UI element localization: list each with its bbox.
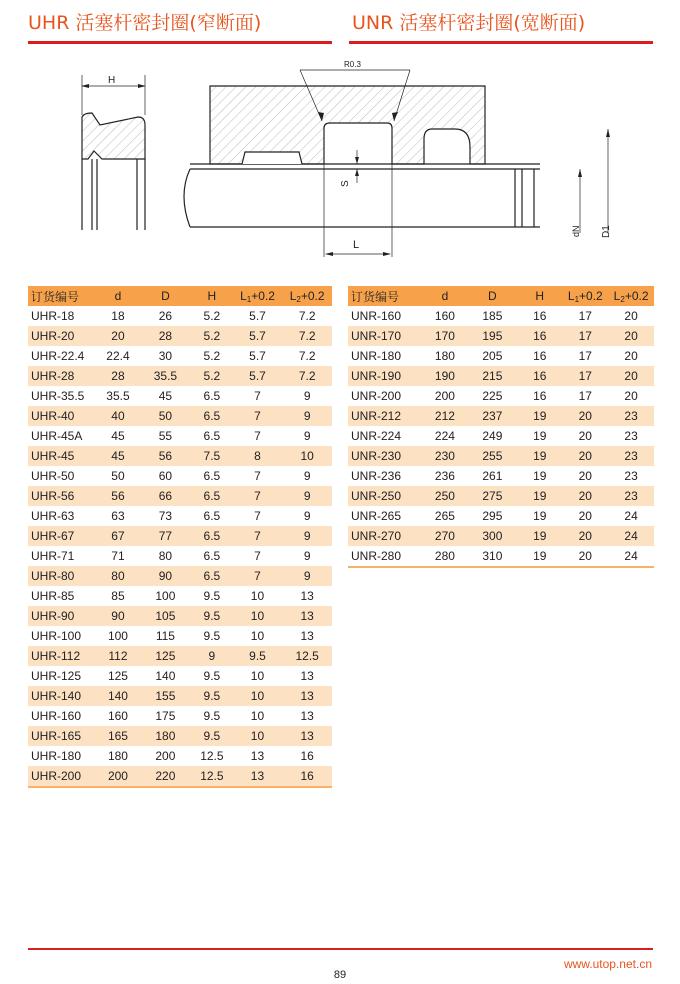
- value-cell: 56: [140, 446, 191, 466]
- value-cell: 230: [422, 446, 467, 466]
- value-cell: 7: [254, 429, 261, 443]
- value-cell: 200: [434, 389, 455, 403]
- value-cell: 310: [468, 546, 517, 567]
- value-cell: 13: [300, 589, 314, 603]
- value-cell: 16: [282, 766, 332, 787]
- value-cell: 45: [96, 446, 140, 466]
- table-row: [348, 346, 654, 366]
- order-code-cell: UHR-125: [31, 669, 82, 683]
- value-cell: 10: [250, 709, 265, 723]
- value-cell: 23: [608, 446, 654, 466]
- table-row: [28, 486, 332, 506]
- table-header-row: [348, 286, 654, 306]
- value-cell: 10: [233, 686, 283, 706]
- col-header-h: H: [517, 286, 562, 306]
- table-row: [28, 746, 332, 766]
- table-row: [28, 526, 332, 546]
- value-cell: 7: [233, 526, 283, 546]
- value-cell: 125: [107, 669, 128, 683]
- table-row: [348, 466, 654, 486]
- value-cell: 6.5: [203, 429, 221, 443]
- value-cell: 7.2: [298, 349, 316, 363]
- value-cell: 20: [96, 326, 140, 346]
- value-cell: 205: [482, 349, 503, 363]
- value-cell: 237: [468, 406, 517, 426]
- col-header-d: d: [96, 286, 140, 306]
- value-cell: 45: [111, 429, 125, 443]
- value-cell: 5.7: [233, 326, 283, 346]
- value-cell: 19: [517, 486, 562, 506]
- value-cell: 23: [608, 406, 654, 426]
- order-code-cell: UHR-63: [31, 509, 75, 523]
- value-cell: 28: [96, 366, 140, 386]
- value-cell: 9: [282, 566, 332, 586]
- value-cell: 19: [517, 546, 562, 567]
- value-cell: 28: [140, 326, 191, 346]
- table-row: [28, 546, 332, 566]
- value-cell: 9.5: [203, 709, 221, 723]
- value-cell: 5.2: [203, 309, 221, 323]
- value-cell: 9: [303, 389, 311, 403]
- value-cell: 13: [282, 606, 332, 626]
- value-cell: 20: [624, 389, 638, 403]
- order-code-cell: UNR-265: [351, 509, 402, 523]
- table-row: [28, 506, 332, 526]
- order-code-cell: UNR-270: [348, 526, 422, 546]
- value-cell: 17: [578, 349, 592, 363]
- value-cell: 22.4: [106, 349, 130, 363]
- table-row: [348, 426, 654, 446]
- order-code-cell: UHR-200: [28, 766, 96, 787]
- value-cell: 40: [96, 406, 140, 426]
- value-cell: 10: [233, 726, 283, 746]
- value-cell: 261: [482, 469, 503, 483]
- value-cell: 9.5: [203, 589, 221, 603]
- dim-label-d1: D1: [601, 225, 612, 238]
- value-cell: 10: [250, 589, 265, 603]
- value-cell: 9.5: [203, 669, 221, 683]
- col-header-l2: $L_2+0.2$: [608, 286, 654, 306]
- value-cell: 8: [233, 446, 283, 466]
- value-cell: 90: [96, 606, 140, 626]
- value-cell: 6.5: [203, 389, 221, 403]
- table-row: [28, 766, 332, 787]
- order-code-cell: UHR-28: [28, 366, 96, 386]
- value-cell: 23: [624, 469, 638, 483]
- value-cell: 215: [468, 366, 517, 386]
- value-cell: 7: [233, 566, 283, 586]
- value-cell: 180: [140, 726, 191, 746]
- value-cell: 225: [482, 389, 503, 403]
- order-code-cell: UHR-56: [28, 486, 96, 506]
- value-cell: 7: [254, 469, 261, 483]
- value-cell: 19: [517, 446, 562, 466]
- table-row: [348, 366, 654, 386]
- order-code-cell: UHR-180: [31, 749, 82, 763]
- value-cell: 9: [303, 549, 311, 563]
- uhr-section-title: UHR 活塞杆密封圈(窄断面): [28, 12, 262, 34]
- order-code-cell: UNR-200: [351, 389, 402, 403]
- value-cell: 80: [96, 566, 140, 586]
- value-cell: 20: [562, 486, 608, 506]
- value-cell: 280: [422, 546, 467, 567]
- value-cell: 24: [608, 526, 654, 546]
- value-cell: 175: [155, 709, 176, 723]
- value-cell: 200: [96, 766, 140, 787]
- order-code-cell: UNR-230: [348, 446, 422, 466]
- order-code-cell: UNR-170: [348, 326, 422, 346]
- table-header-row: [28, 286, 332, 306]
- dim-label-h: H: [108, 75, 116, 86]
- table-row: [28, 306, 332, 326]
- value-cell: 6.5: [203, 549, 221, 563]
- unr-table-body: [348, 306, 654, 567]
- order-code-cell: UNR-224: [351, 429, 402, 443]
- value-cell: 13: [282, 726, 332, 746]
- order-code-cell: UHR-140: [28, 686, 96, 706]
- value-cell: 270: [422, 526, 467, 546]
- order-code-cell: UHR-160: [31, 709, 82, 723]
- value-cell: 9.5: [203, 629, 221, 643]
- value-cell: 10: [250, 629, 265, 643]
- value-cell: 66: [140, 486, 191, 506]
- value-cell: 10: [282, 446, 332, 466]
- value-cell: 35.5: [140, 366, 191, 386]
- value-cell: 5.7: [249, 349, 266, 363]
- value-cell: 10: [250, 669, 265, 683]
- housing-and-rod: [184, 70, 610, 257]
- value-cell: 67: [96, 526, 140, 546]
- value-cell: 13: [300, 709, 314, 723]
- value-cell: 85: [111, 589, 125, 603]
- value-cell: 255: [468, 446, 517, 466]
- order-code-cell: UHR-45A: [31, 429, 83, 443]
- value-cell: 250: [422, 486, 467, 506]
- order-code-cell: UHR-20: [28, 326, 96, 346]
- col-header-code: 订货编号: [348, 286, 422, 306]
- value-cell: 24: [608, 546, 654, 567]
- value-cell: 100: [155, 589, 176, 603]
- dim-label-s: S: [340, 180, 351, 187]
- table-row: [28, 466, 332, 486]
- value-cell: 180: [107, 749, 128, 763]
- value-cell: 9.5: [191, 726, 233, 746]
- value-cell: 90: [140, 566, 191, 586]
- value-cell: 5.2: [191, 366, 233, 386]
- value-cell: 9.5: [191, 686, 233, 706]
- value-cell: 26: [158, 309, 173, 323]
- col-header-h: H: [191, 286, 233, 306]
- value-cell: 20: [608, 326, 654, 346]
- value-cell: 7.5: [191, 446, 233, 466]
- value-cell: 20: [578, 509, 592, 523]
- value-cell: 30: [158, 349, 173, 363]
- table-row: [28, 406, 332, 426]
- value-cell: 7: [254, 509, 261, 523]
- value-cell: 265: [434, 509, 455, 523]
- value-cell: 20: [578, 429, 592, 443]
- value-cell: 17: [578, 389, 592, 403]
- value-cell: 13: [250, 749, 265, 763]
- dim-label-dn: dN: [571, 225, 581, 237]
- order-code-cell: UHR-90: [28, 606, 96, 626]
- value-cell: 300: [468, 526, 517, 546]
- value-cell: 220: [140, 766, 191, 787]
- col-header-l1: $L_1+0.2$: [233, 286, 283, 306]
- value-cell: 212: [422, 406, 467, 426]
- value-cell: 7: [233, 406, 283, 426]
- table-row: [348, 326, 654, 346]
- value-cell: 18: [111, 309, 125, 323]
- order-code-cell: UNR-180: [351, 349, 402, 363]
- value-cell: 9.5: [233, 646, 283, 666]
- value-cell: 19: [533, 469, 547, 483]
- value-cell: 6.5: [191, 566, 233, 586]
- order-code-cell: UHR-80: [28, 566, 96, 586]
- value-cell: 73: [158, 509, 173, 523]
- order-code-cell: UHR-100: [31, 629, 82, 643]
- order-code-cell: UHR-40: [28, 406, 96, 426]
- value-cell: 23: [624, 429, 638, 443]
- table-row: [348, 486, 654, 506]
- table-row: [28, 626, 332, 646]
- value-cell: 7: [233, 486, 283, 506]
- uhr-spec-table: [28, 286, 332, 788]
- table-row: [348, 546, 654, 567]
- value-cell: 5.2: [203, 349, 221, 363]
- value-cell: 9: [191, 646, 233, 666]
- order-code-cell: UHR-35.5: [31, 389, 85, 403]
- value-cell: 180: [434, 349, 455, 363]
- dim-label-l: L: [353, 239, 360, 251]
- value-cell: 24: [624, 509, 638, 523]
- table-row: [28, 646, 332, 666]
- order-code-cell: UHR-71: [31, 549, 75, 563]
- value-cell: 16: [533, 309, 547, 323]
- value-cell: 6.5: [191, 406, 233, 426]
- uhr-table-body: [28, 306, 332, 787]
- value-cell: 6.5: [191, 526, 233, 546]
- value-cell: 7: [254, 549, 261, 563]
- value-cell: 236: [434, 469, 455, 483]
- value-cell: 17: [562, 366, 608, 386]
- value-cell: 155: [140, 686, 191, 706]
- value-cell: 9: [303, 509, 311, 523]
- table-row: [28, 426, 332, 446]
- value-cell: 12.5: [200, 749, 224, 763]
- value-cell: 195: [468, 326, 517, 346]
- value-cell: 7.2: [282, 366, 332, 386]
- table-row: [28, 666, 332, 686]
- value-cell: 20: [562, 446, 608, 466]
- value-cell: 7.2: [282, 326, 332, 346]
- value-cell: 19: [533, 509, 547, 523]
- table-row: [28, 606, 332, 626]
- value-cell: 13: [300, 669, 314, 683]
- table-row: [28, 726, 332, 746]
- order-code-cell: UHR-45: [28, 446, 96, 466]
- value-cell: 50: [140, 406, 191, 426]
- value-cell: 5.2: [191, 326, 233, 346]
- value-cell: 7.2: [298, 309, 316, 323]
- col-header-outer-d: D: [140, 286, 191, 306]
- table-row: [28, 366, 332, 386]
- value-cell: 56: [96, 486, 140, 506]
- value-cell: 5.7: [249, 309, 266, 323]
- value-cell: 63: [111, 509, 125, 523]
- order-code-cell: UNR-190: [348, 366, 422, 386]
- value-cell: 115: [155, 629, 175, 643]
- unr-spec-table: [348, 286, 654, 568]
- table-row: [28, 446, 332, 466]
- order-code-cell: UNR-280: [348, 546, 422, 567]
- value-cell: 13: [233, 766, 283, 787]
- col-header-code: 订货编号: [28, 286, 96, 306]
- order-code-cell: UHR-50: [31, 469, 75, 483]
- title-rule-left: [28, 41, 332, 44]
- value-cell: 16: [517, 366, 562, 386]
- col-header-outer-d: D: [468, 286, 517, 306]
- order-code-cell: UNR-160: [351, 309, 402, 323]
- value-cell: 9: [303, 469, 311, 483]
- value-cell: 16: [533, 349, 547, 363]
- value-cell: 112: [96, 646, 140, 666]
- value-cell: 9: [282, 526, 332, 546]
- value-cell: 249: [482, 429, 503, 443]
- value-cell: 12.5: [282, 646, 332, 666]
- value-cell: 16: [517, 326, 562, 346]
- table-row: [28, 346, 332, 366]
- value-cell: 6.5: [203, 509, 221, 523]
- value-cell: 185: [482, 309, 503, 323]
- order-code-cell: UHR-67: [28, 526, 96, 546]
- table-row: [28, 706, 332, 726]
- value-cell: 19: [533, 429, 547, 443]
- value-cell: 80: [158, 549, 173, 563]
- table-row: [28, 586, 332, 606]
- order-code-cell: UNR-236: [351, 469, 402, 483]
- value-cell: 20: [562, 526, 608, 546]
- value-cell: 16: [533, 389, 547, 403]
- table-row: [348, 386, 654, 406]
- col-header-l1: $L_1+0.2$: [562, 286, 608, 306]
- value-cell: 7: [254, 389, 261, 403]
- value-cell: 165: [96, 726, 140, 746]
- col-header-d: d: [422, 286, 467, 306]
- radius-label: R0.3: [344, 60, 361, 69]
- unr-section-title: UNR 活塞杆密封圈(宽断面): [352, 12, 586, 34]
- value-cell: 19: [517, 406, 562, 426]
- value-cell: 50: [111, 469, 125, 483]
- page-number: 89: [333, 969, 347, 981]
- order-code-cell: UHR-112: [28, 646, 96, 666]
- value-cell: 160: [434, 309, 455, 323]
- value-cell: 17: [562, 326, 608, 346]
- order-code-cell: UHR-165: [28, 726, 96, 746]
- value-cell: 224: [434, 429, 455, 443]
- value-cell: 60: [158, 469, 173, 483]
- seal-profile: [81, 75, 146, 230]
- value-cell: 17: [578, 309, 592, 323]
- value-cell: 100: [107, 629, 128, 643]
- value-cell: 12.5: [191, 766, 233, 787]
- value-cell: 20: [562, 406, 608, 426]
- value-cell: 9: [303, 429, 311, 443]
- table-row: [28, 566, 332, 586]
- value-cell: 20: [624, 309, 638, 323]
- value-cell: 35.5: [106, 389, 130, 403]
- table-row: [348, 446, 654, 466]
- value-cell: 140: [155, 669, 176, 683]
- value-cell: 20: [608, 366, 654, 386]
- order-code-cell: UHR-85: [31, 589, 75, 603]
- value-cell: 5.7: [233, 366, 283, 386]
- value-cell: 77: [140, 526, 191, 546]
- table-row: [348, 406, 654, 426]
- value-cell: 200: [155, 749, 176, 763]
- table-row: [28, 686, 332, 706]
- value-cell: 55: [158, 429, 173, 443]
- table-row: [348, 506, 654, 526]
- table-row: [28, 386, 332, 406]
- order-code-cell: UNR-212: [348, 406, 422, 426]
- footer-rule: [28, 948, 653, 950]
- table-row: [28, 326, 332, 346]
- value-cell: 71: [111, 549, 125, 563]
- value-cell: 105: [140, 606, 191, 626]
- value-cell: 9.5: [191, 606, 233, 626]
- value-cell: 9: [282, 486, 332, 506]
- value-cell: 13: [282, 686, 332, 706]
- title-rule-right: [349, 41, 653, 44]
- value-cell: 13: [300, 629, 314, 643]
- value-cell: 20: [624, 349, 638, 363]
- value-cell: 125: [140, 646, 191, 666]
- seal-cross-section-drawing: [0, 55, 680, 265]
- value-cell: 190: [422, 366, 467, 386]
- value-cell: 160: [107, 709, 128, 723]
- order-code-cell: UHR-22.4: [31, 349, 85, 363]
- order-code-cell: UHR-18: [31, 309, 75, 323]
- value-cell: 45: [158, 389, 173, 403]
- col-header-l2: $L_2+0.2$: [282, 286, 332, 306]
- website-link[interactable]: www.utop.net.cn: [563, 957, 652, 971]
- value-cell: 20: [578, 469, 592, 483]
- value-cell: 275: [468, 486, 517, 506]
- value-cell: 295: [482, 509, 503, 523]
- value-cell: 9: [282, 406, 332, 426]
- value-cell: 6.5: [191, 486, 233, 506]
- table-row: [348, 526, 654, 546]
- value-cell: 19: [517, 526, 562, 546]
- value-cell: 6.5: [203, 469, 221, 483]
- value-cell: 20: [562, 546, 608, 567]
- value-cell: 170: [422, 326, 467, 346]
- value-cell: 10: [233, 606, 283, 626]
- value-cell: 23: [608, 486, 654, 506]
- value-cell: 140: [96, 686, 140, 706]
- value-cell: 16: [300, 749, 314, 763]
- table-row: [348, 306, 654, 326]
- order-code-cell: UNR-250: [348, 486, 422, 506]
